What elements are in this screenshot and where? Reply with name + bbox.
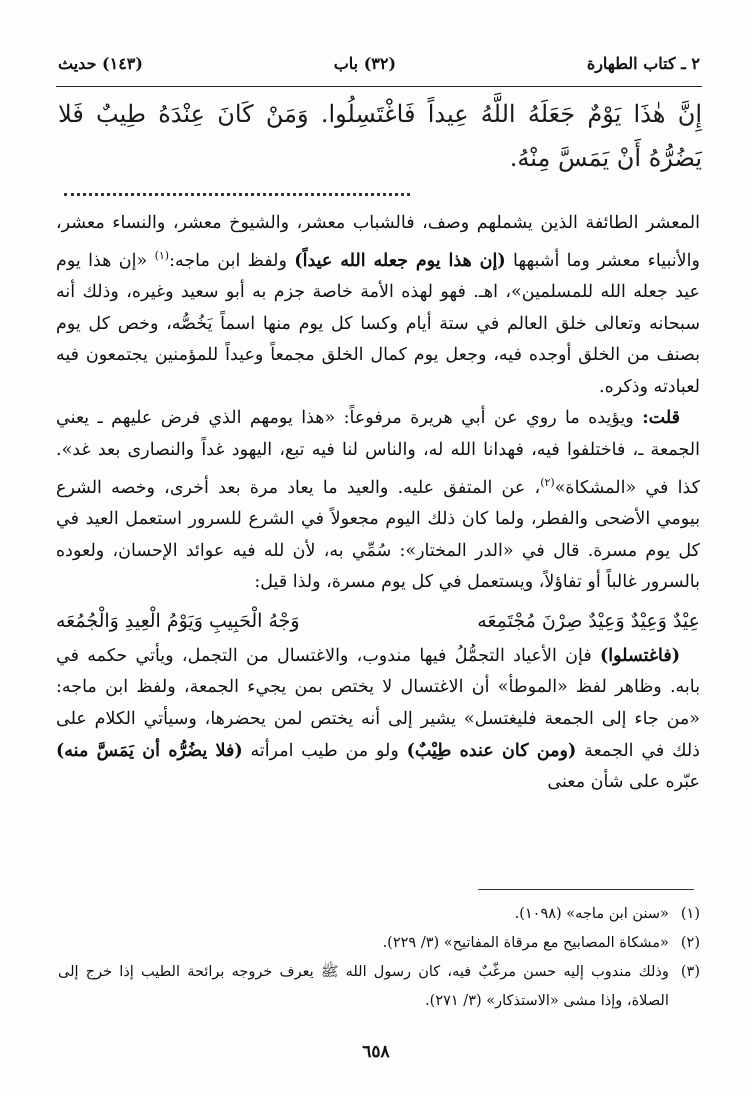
footnote-2 <box>58 929 700 958</box>
page-number: ٦٥٨ <box>362 1042 390 1062</box>
header-chapter: ٢ ـ كتاب الطهارة <box>586 54 700 73</box>
footnote-text: «سنن ابن ماجه» (١٠٩٨). <box>514 906 669 922</box>
p1-text-c: «إن هذا يوم عيد جعله الله للمسلمين»، اهـ. فهو لهذه الأمة خاصة جزم به أبو سعيد وغيره، وذلك أنه سبحانه وتعالى خلق العالم في ستة أيام وكسا كل يوم منها اسماً يَخُصُّه، وخص كل يوم بصنف من الخلق أوجده فيه، وجعل يوم كمال الخلق مجمعاً وعيداً للمؤمنين يجتمعون فيه لعبادته وذكره. <box>56 250 700 397</box>
footnotes <box>58 900 700 1016</box>
footnote-number: (٣) <box>680 964 700 980</box>
footnote-3 <box>58 958 700 1016</box>
footnote-text: «مشكاة المصابيح مع مرقاة المفاتيح» (٣/ ٢٢٩). <box>382 935 669 951</box>
poem-first-hemistich: عِيْدٌ وَعِيْدٌ وَعِيْدٌ صِرْنَ مُجْتَمِعَه <box>477 609 700 632</box>
p1-bold-quote: (إن هذا يوم جعله الله عيداً) <box>294 250 506 271</box>
footnote-1 <box>58 900 700 929</box>
footnote-ref-2[interactable]: (٢) <box>540 475 555 489</box>
header-section: (٣٢) باب <box>333 54 397 73</box>
p2-text-b: ، عن المتفق عليه. والعيد ما يعاد مرة بعد أخرى، وخصه الشرع بيومي الأضحى والفطر، ولما كان ذلك اليوم مجعولاً في الشرع للسرور استعمل العيد في كل يوم مسرة. قال في «الدر المختار»: سُمِّي به، لأن لله فيه عوائد الإحسان، ولعوده بالسرور غالباً أو تفاؤلاً، ويستعمل في كل يوم مسرة، ولذا قيل: <box>56 477 700 593</box>
header-rule <box>56 86 702 87</box>
footnote-number: (١) <box>680 906 700 922</box>
paragraph-2 <box>56 403 700 598</box>
p3-bold-2: (ومن كان عنده طِيْبٌ) <box>406 740 577 761</box>
header-hadith-number: (١٤٣) حديث <box>58 54 143 73</box>
hadith-text: إِنَّ هٰذَا يَوْمٌ جَعَلَهُ اللَّهُ عِيداً فَاغْتَسِلُوا. وَمَنْ كَانَ عِنْدَهُ طِيبٌ فَلا يَضُرُّهُ أَنْ يَمَسَّ مِنْهُ. <box>58 100 702 172</box>
p2-lead-word: قلت: <box>642 408 680 429</box>
p1-text-b: ولفظ ابن ماجه: <box>169 250 287 271</box>
footnote-text: وذلك مندوب إليه حسن مرغّبٌ فيه، كان رسول الله ﷺ يعرف خروجه برائحة الطيب إذا خرج إلى الصلاة، وإذا مشى «الاستذكار» (٣/ ٢٧١). <box>58 964 669 1009</box>
footnote-ref-1[interactable]: (١) <box>154 248 170 262</box>
running-header <box>58 54 700 73</box>
p2-text-a: ويؤيده ما روي عن أبي هريرة مرفوعاً: «هذا يومهم الذي فرض عليهم ـ يعني الجمعة ـ، فاختلفوا فيه، فهدانا الله له، والناس لنا فيه تبع، اليهود غداً والنصارى بعد غد». كذا في «المشكاة» <box>56 408 700 498</box>
p1-text-a: المعشر الطائفة الذين يشملهم وصف، فالشباب معشر، والشيوخ معشر، والنساء معشر، والأنبياء معشر وما أشبهها <box>56 213 700 271</box>
footnote-number: (٢) <box>680 935 700 951</box>
commentary-body <box>56 208 700 799</box>
p3-text-c: عبّره على شأن معنى <box>547 772 700 793</box>
paragraph-3 <box>56 641 700 799</box>
footnote-rule <box>478 889 694 890</box>
p3-bold-3: (فلا يضُرُّه أن يَمَسَّ منه) <box>56 740 243 761</box>
p3-text-b: ولو من طيب امرأته <box>250 740 399 761</box>
paragraph-1 <box>56 208 700 403</box>
p3-bold-1: (فاغتسلوا) <box>599 645 680 666</box>
poem-second-hemistich: وَجْهُ الْحَبِيبِ وَيَوْمُ الْعِيدِ وَالْجُمُعَه <box>56 609 300 632</box>
hadith-dotted-separator <box>64 193 410 196</box>
poem-verse <box>56 601 700 641</box>
p3-text-a: فإن الأعياد التجمُّلُ فيها مندوب، والاغتسال من التجمل، ويأتي حكمه في بابه. وظاهر لفظ «الموطأ» أن الاغتسال لا يختص بمن يجيء الجمعة، ولفظ ابن ماجه: «من جاء إلى الجمعة فليغتسل» يشير إلى أنه يختص لمن يحضرها، وسيأتي الكلام على ذلك في الجمعة <box>56 645 700 761</box>
